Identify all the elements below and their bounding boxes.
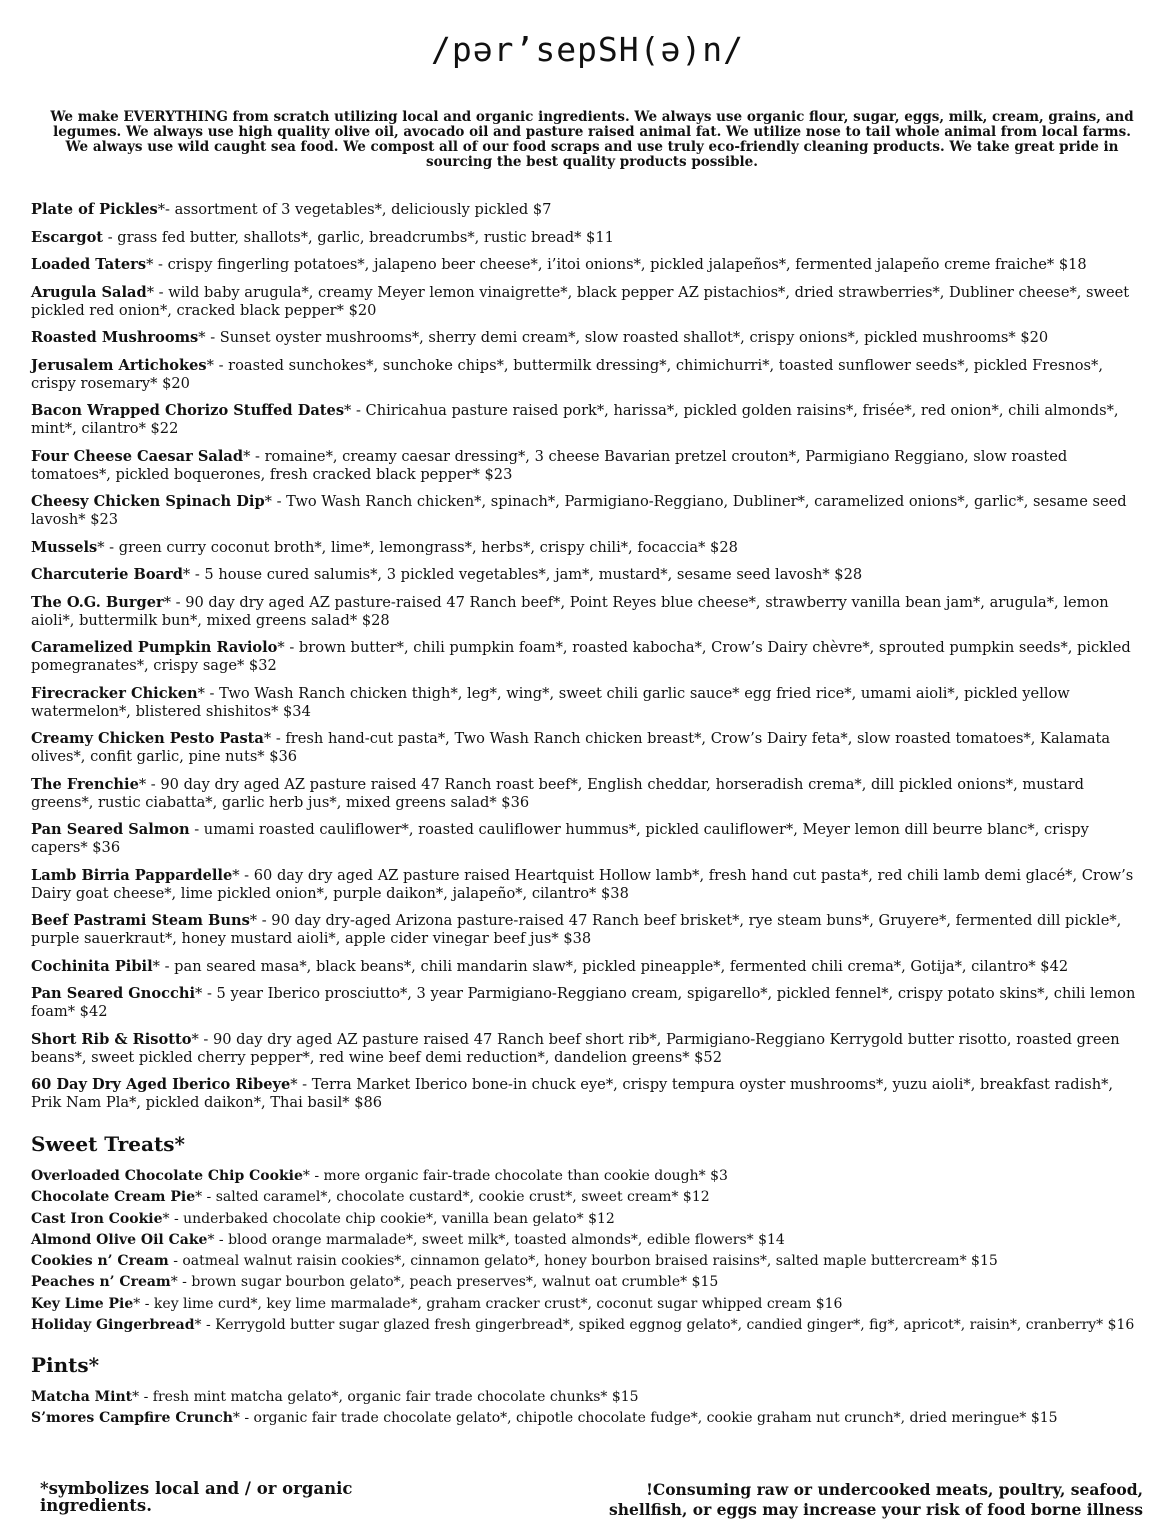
menu-item-name: Roasted Mushrooms [31, 329, 199, 346]
menu-item-name: Pan Seared Gnocchi [31, 985, 196, 1002]
menu-item [31, 685, 1146, 721]
menu-item-name: Four Cheese Caesar Salad [31, 447, 244, 465]
menu-item-description: *- assortment of 3 vegetables*, deliciously pickled $7 [157, 201, 552, 218]
menu-item [31, 229, 1146, 247]
intro-paragraph: We make EVERYTHING from scratch utilizing local and organic ingredients. We always use organic flour, sugar, eggs, milk, cream, grains, and legumes. We always use high quality olive oil, avocado oil and pasture raised animal fat. We utilize nose to tail whole animal from local farms. We always use wild caught sea food. We compost all of our food scraps and use truly eco-friendly cleaning products. We take great pride in sourcing the best quality products possible. [50, 109, 1134, 170]
menu-item [31, 1274, 1146, 1290]
menu-item-description: * - green curry coconut broth*, lime*, lemongrass*, herbs*, crispy chili*, focaccia* $28 [97, 538, 738, 556]
menu-item-description: * - 90 day dry aged AZ pasture-raised 47 Ranch beef*, Point Reyes blue cheese*, strawberry vanilla bean jam*, arugula*, lemon aioli*, buttermilk bun*, mixed greens salad* $28 [31, 593, 1109, 629]
main-items [31, 201, 1146, 1112]
menu-item [31, 1211, 1146, 1227]
menu-item-description: * - 90 day dry-aged Arizona pasture-raised 47 Ranch beef brisket*, rye steam buns*, Gruyere*, fermented dill pickle*, purple sauerkraut*, honey mustard aioli*, apple cider vinegar beef jus* $38 [31, 912, 1122, 947]
menu-item-description: * - brown butter*, chili pumpkin foam*, roasted kabocha*, Crow’s Dairy chèvre*, sprouted pumpkin seeds*, pickled pomegranates*, crispy sage* $32 [31, 639, 1131, 674]
menu-item-name: Escargot [31, 228, 104, 246]
menu-item-name: Creamy Chicken Pesto Pasta [31, 730, 264, 747]
menu-item-name: 60 Day Dry Aged Iberico Ribeye [31, 1076, 291, 1093]
menu-item [31, 566, 1146, 584]
menu-item-description: * - fresh hand-cut pasta*, Two Wash Ranch chicken breast*, Crow’s Dairy feta*, slow roasted tomatoes*, Kalamata olives*, confit garlic, pine nuts* $36 [31, 730, 1111, 765]
menu-item-name: Short Rib & Risotto [31, 1030, 192, 1048]
menu-item [31, 1076, 1146, 1112]
menu-item-name: Loaded Taters [31, 256, 147, 273]
menu-item-name: The Frenchie [31, 775, 139, 793]
menu-item [31, 776, 1146, 812]
pints-heading: Pints* [31, 1353, 100, 1378]
menu-item-description: * - roasted sunchokes*, sunchoke chips*, buttermilk dressing*, chimichurri*, toasted sunflower seeds*, pickled Fresnos*, crispy rosemary* $20 [31, 356, 1103, 392]
menu-item-description: * - romaine*, creamy caesar dressing*, 3 cheese Bavarian pretzel crouton*, Parmigiano Reggiano, slow roasted tomatoes*, pickled boquerones, fresh cracked black pepper* $23 [31, 447, 1068, 483]
menu-item-description: * - 90 day dry aged AZ pasture raised 47 Ranch roast beef*, English cheddar, horseradish crema*, dill pickled onions*, mustard greens*, rustic ciabatta*, garlic herb jus*, mixed greens salad* $36 [31, 775, 1084, 811]
menu-item-name: Caramelized Pumpkin Raviolo [31, 639, 278, 656]
menu-item [31, 1296, 1146, 1312]
menu-item-description: * - more organic fair-trade chocolate than cookie dough* $3 [302, 1168, 728, 1184]
menu-item-name: Key Lime Pie [31, 1295, 134, 1312]
menu-item-name: Cookies n’ Cream [31, 1253, 169, 1270]
menu-item [31, 594, 1146, 630]
menu-item-name: Chocolate Cream Pie [31, 1189, 196, 1206]
menu-item [31, 1031, 1146, 1067]
menu-item [31, 201, 1146, 219]
menu-item [31, 539, 1146, 557]
menu-item-description: * - brown sugar bourbon gelato*, peach preserves*, walnut oat crumble* $15 [170, 1274, 719, 1291]
menu-item-description: * - 60 day dry aged AZ pasture raised Heartquist Hollow lamb*, fresh hand cut pasta*, red chili lamb demi glacé*, Crow’s Dairy goat cheese*, lime pickled onion*, purple daikon*, jalapeño*, cilantro* $38 [31, 866, 1134, 902]
menu-item [31, 493, 1146, 529]
menu-item-name: Pan Seared Salmon [31, 821, 190, 838]
menu-item-description: * - 5 year Iberico prosciutto*, 3 year Parmigiano-Reggiano cream, spigarello*, pickled fennel*, crispy potato skins*, chili lemon foam* $42 [31, 985, 1136, 1020]
footer-note-organic: *symbolizes local and / or organic ingredients. [40, 1479, 353, 1515]
menu-item-description: * - blood orange marmalade*, sweet milk*, toasted almonds*, edible flowers* $14 [207, 1231, 785, 1248]
menu-item [31, 985, 1146, 1021]
footer-warning: !Consuming raw or undercooked meats, poultry, seafood, shellfish, or eggs may increase your risk of food borne illness [609, 1480, 1143, 1519]
menu-item-name: Jerusalem Artichokes [31, 356, 207, 374]
menu-item [31, 730, 1146, 766]
menu-item-name: Cochinita Pibil [31, 957, 153, 975]
menu-item-name: Matcha Mint [31, 1389, 133, 1406]
menu-item [31, 867, 1146, 903]
menu-item-name: Holiday Gingerbread [31, 1317, 195, 1334]
menu-item [31, 329, 1146, 347]
menu-item-name: S’mores Campfire Crunch [31, 1410, 233, 1427]
menu-item-name: Arugula Salad [31, 283, 147, 301]
menu-item [31, 639, 1146, 675]
sweet-treats-heading: Sweet Treats* [31, 1132, 185, 1156]
menu-item-description: * - key lime curd*, key lime marmalade*, graham cracker crust*, coconut sugar whipped cream $16 [133, 1295, 843, 1312]
menu-item-description: * - organic fair trade chocolate gelato*, chipotle chocolate fudge*, cookie graham nut crunch*, dried meringue* $15 [232, 1410, 1058, 1427]
menu-item [31, 357, 1146, 393]
menu-list [31, 201, 1146, 1432]
menu-item-name: Overloaded Chocolate Chip Cookie [31, 1168, 303, 1184]
menu-item-name: Peaches n’ Cream [31, 1274, 171, 1291]
menu-item [31, 821, 1146, 857]
menu-item-description: - umami roasted cauliflower*, roasted cauliflower hummus*, pickled cauliflower*, Meyer lemon dill beurre blanc*, crispy capers* $36 [31, 821, 1089, 856]
menu-item-name: Almond Olive Oil Cake [31, 1231, 208, 1248]
page-title: /pər’sepSH(ə)n/ [430, 30, 744, 69]
menu-item [31, 1168, 1146, 1184]
menu-item [31, 402, 1146, 438]
menu-item-description: * - Two Wash Ranch chicken*, spinach*, Parmigiano-Reggiano, Dubliner*, caramelized onions*, garlic*, sesame seed lavosh* $23 [31, 493, 1127, 528]
menu-item [31, 1410, 1146, 1426]
menu-item [31, 284, 1146, 320]
menu-item-name: Firecracker Chicken [31, 684, 198, 702]
menu-item [31, 912, 1146, 948]
menu-item-description: * - Two Wash Ranch chicken thigh*, leg*, wing*, sweet chili garlic sauce* egg fried rice*, umami aioli*, pickled yellow watermelon*, blistered shishitos* $34 [31, 684, 1070, 720]
menu-item-description: - oatmeal walnut raisin cookies*, cinnamon gelato*, honey bourbon braised raisins*, salted maple buttercream* $15 [168, 1253, 998, 1270]
menu-item [31, 1253, 1146, 1269]
menu-item-description: * - pan seared masa*, black beans*, chili mandarin slaw*, pickled pineapple*, fermented chili crema*, Gotija*, cilantro* $42 [152, 957, 1069, 975]
menu-item-description: * - Chiricahua pasture raised pork*, harissa*, pickled golden raisins*, frisée*, red onion*, chili almonds*, mint*, cilantro* $22 [31, 402, 1119, 437]
pint-items [31, 1389, 1146, 1426]
menu-item [31, 1189, 1146, 1205]
menu-item-description: * - 90 day dry aged AZ pasture raised 47 Ranch beef short rib*, Parmigiano-Reggiano Kerrygold butter risotto, roasted green beans*, sweet pickled cherry pepper*, red wine beef demi reduction*, dandelion greens* $52 [31, 1030, 1120, 1066]
menu-item-description: * - salted caramel*, chocolate custard*, cookie crust*, sweet cream* $12 [195, 1189, 710, 1206]
menu-item-name: Mussels [31, 538, 98, 556]
menu-item-name: Cast Iron Cookie [31, 1210, 163, 1227]
menu-item-description: * - Sunset oyster mushrooms*, sherry demi cream*, slow roasted shallot*, crispy onions*, pickled mushrooms* $20 [198, 329, 1049, 346]
menu-item-description: * - crispy fingerling potatoes*, jalapeno beer cheese*, i’itoi onions*, pickled jalapeños*, fermented jalapeño creme fraiche* $18 [146, 256, 1087, 273]
menu-item-name: Bacon Wrapped Chorizo Stuffed Dates [31, 402, 345, 419]
menu-item [31, 256, 1146, 274]
menu-item-description: * - Kerrygold butter sugar glazed fresh gingerbread*, spiked eggnog gelato*, candied ginger*, fig*, apricot*, raisin*, cranberry* $16 [194, 1317, 1135, 1334]
menu-item [31, 958, 1146, 976]
menu-item [31, 448, 1146, 484]
menu-item-description: - grass fed butter, shallots*, garlic, breadcrumbs*, rustic bread* $11 [103, 228, 614, 246]
menu-item [31, 1317, 1146, 1333]
menu-item-name: Charcuterie Board [31, 566, 183, 583]
menu-item-name: Beef Pastrami Steam Buns [31, 912, 250, 929]
menu-item-description: * - underbaked chocolate chip cookie*, vanilla bean gelato* $12 [162, 1210, 615, 1227]
menu-item [31, 1232, 1146, 1248]
menu-item-name: Plate of Pickles [31, 201, 158, 218]
sweet-items [31, 1168, 1146, 1333]
menu-item-description: * - 5 house cured salumis*, 3 pickled vegetables*, jam*, mustard*, sesame seed lavosh* $28 [182, 566, 863, 583]
menu-item-name: Lamb Birria Pappardelle [31, 866, 233, 884]
menu-item-description: * - Terra Market Iberico bone-in chuck eye*, crispy tempura oyster mushrooms*, yuzu aioli*, breakfast radish*, Prik Nam Pla*, pickled daikon*, Thai basil* $86 [31, 1076, 1114, 1111]
menu-item-name: The O.G. Burger [31, 593, 164, 611]
menu-item-description: * - fresh mint matcha gelato*, organic fair trade chocolate chunks* $15 [132, 1389, 639, 1406]
menu-item-description: * - wild baby arugula*, creamy Meyer lemon vinaigrette*, black pepper AZ pistachios*, dried strawberries*, Dubliner cheese*, sweet pickled red onion*, cracked black pepper* $20 [31, 283, 1130, 319]
menu-item [31, 1389, 1146, 1405]
menu-item-name: Cheesy Chicken Spinach Dip [31, 493, 265, 510]
